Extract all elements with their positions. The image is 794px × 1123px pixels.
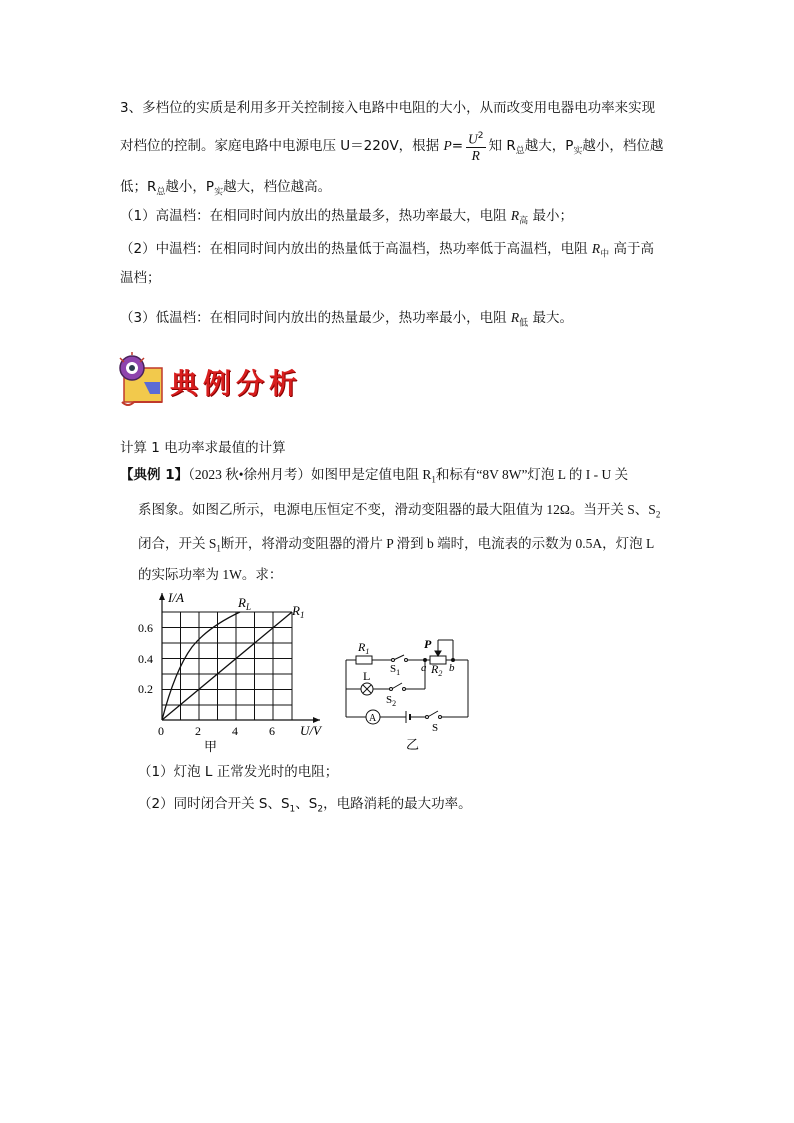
x-tick-6: 6 — [269, 724, 275, 738]
label-a: a — [421, 662, 427, 674]
formula-fraction: $\frac{U^2}{R}$ — [468, 130, 484, 164]
ammeter-icon: A — [369, 713, 377, 724]
y-tick-04: 0.4 — [138, 652, 153, 666]
example-analysis-icon — [114, 352, 170, 408]
curve-RL — [162, 612, 240, 720]
section-heading: 计算 1 电功率求最值的计算 — [120, 440, 286, 456]
question-2: （2）同时闭合开关 S、$S_1$、$S_2$，电路消耗的最大功率。 — [138, 796, 472, 815]
para3-line2: 对档位的控制。家庭电路中电源电压 U＝220V，根据 P= $\frac{U^2}{R}$ 知 $R_总$越大，$P_实$越小，档位越 — [120, 130, 664, 164]
label-L: L — [363, 669, 371, 683]
line-R1-label: $R_1$ — [292, 603, 305, 620]
item-mid: （2）中温档：在相同时间内放出的热量低于高温档，热功率低于高温档，电阻 $R_中$ 高于高 — [120, 241, 654, 260]
y-tick-02: 0.2 — [138, 682, 153, 696]
para3-line3: 低；$R_总$越小，$P_实$越大，档位越高。 — [120, 179, 332, 198]
example-line2: 系图象。如图乙所示，电源电压恒定不变，滑动变阻器的最大阻值为 12Ω。当开关 S、$S_2$ — [138, 502, 661, 520]
item-low: （3）低温档：在相同时间内放出的热量最少，热功率最小，电阻 $R_低$ 最大。 — [120, 310, 573, 329]
para3-line1: 3、多档位的实质是利用多开关控制接入电路中电阻的大小，从而改变用电器电功率来实现 — [120, 100, 656, 116]
item-high: （1）高温档：在相同时间内放出的热量最多，热功率最大，电阻 $R_高$ 最小； — [120, 208, 573, 227]
iu-graph — [130, 585, 340, 760]
label-S: S — [432, 722, 439, 734]
example-line1: 【典例 1】（2023 秋•徐州月考）如图甲是定值电阻 $R_1$和标有“8V 8W”灯泡 L 的 I - U 关 — [120, 467, 629, 485]
label-S1: $S_1$ — [390, 663, 401, 677]
label-b: b — [449, 662, 455, 674]
formula-P: P — [443, 138, 452, 153]
label-P: P — [424, 637, 432, 651]
circuit-diagram — [340, 630, 480, 755]
item-mid-cont: 温档； — [120, 270, 161, 286]
example-line4: 的实际功率为 1W。求： — [138, 567, 283, 582]
label-R1: $R_1$ — [358, 640, 370, 656]
label-S2: $S_2$ — [386, 694, 397, 708]
x-tick-2: 2 — [195, 724, 201, 738]
formula-eq: = — [451, 138, 464, 154]
x-axis-label: U/V — [300, 723, 321, 738]
x-tick-4: 4 — [232, 724, 238, 738]
graph-caption: 甲 — [204, 739, 218, 754]
curve-RL-label: $R_L$ — [238, 595, 251, 612]
x-tick-0: 0 — [158, 724, 164, 738]
y-tick-06: 0.6 — [138, 621, 153, 635]
label-R2: $R_2$ — [431, 662, 443, 678]
y-axis-label: I/A — [168, 590, 184, 605]
example-tag: 【典例 1】 — [120, 467, 189, 483]
banner-title: 典例分析 — [170, 367, 303, 400]
question-1: （1）灯泡 L 正常发光时的电阻； — [138, 764, 339, 780]
circuit-caption: 乙 — [406, 737, 420, 752]
example-line3: 闭合，开关 $S_1$断开，将滑动变阻器的滑片 P 滑到 b 端时，电流表的示数为 0.5A，灯泡 L — [138, 536, 655, 554]
